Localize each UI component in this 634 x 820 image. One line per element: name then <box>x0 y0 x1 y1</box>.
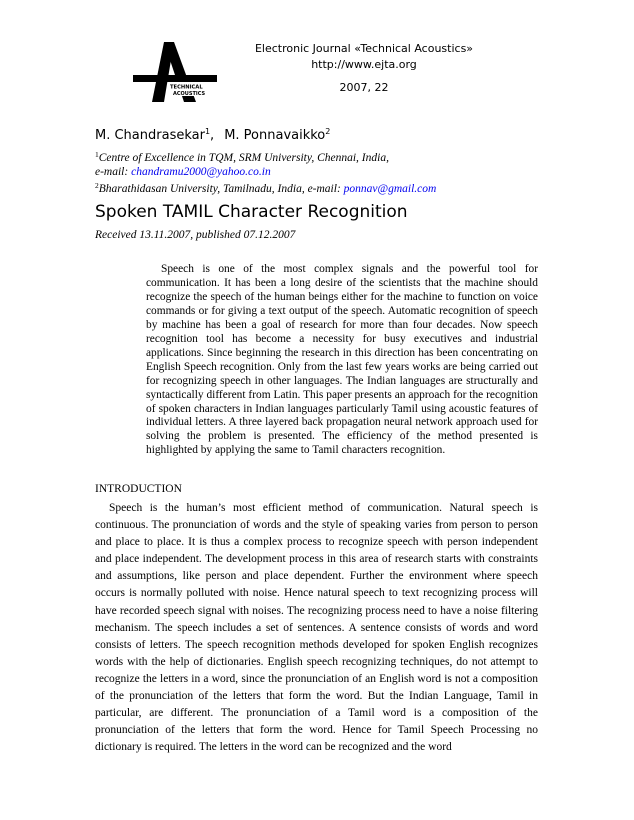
logo-text-technical: TECHNICAL <box>170 84 203 91</box>
affiliation-2 <box>95 179 436 197</box>
journal-name: Electronic Journal «Technical Acoustics» <box>254 42 474 55</box>
author-name: M. Chandrasekar <box>95 128 205 143</box>
author-name: M. Ponnavaikko <box>224 128 326 143</box>
author-affiliation-mark: 2 <box>325 127 331 136</box>
email-link[interactable]: ponnav@gmail.com <box>343 183 437 196</box>
section-heading: INTRODUCTION <box>95 483 182 495</box>
affiliation-text: Bharathidasan University, Tamilnadu, India, e-mail: <box>98 183 344 196</box>
affiliation-1 <box>95 148 436 166</box>
received-dates: Received 13.11.2007, published 07.12.2007 <box>95 229 296 241</box>
author-affiliation-mark: 1 <box>204 127 211 136</box>
journal-logo-icon <box>133 42 219 102</box>
affiliations <box>95 148 436 197</box>
logo-text-acoustics: ACOUSTICS <box>173 91 206 97</box>
affiliation-1-email-line <box>95 166 436 180</box>
journal-issue: 2007, 22 <box>339 81 389 94</box>
journal-url[interactable]: http://www.ejta.org <box>311 58 417 71</box>
affiliation-text: Centre of Excellence in TQM, SRM University, Chennai, India, <box>98 152 389 164</box>
email-label: e-mail: <box>95 165 132 178</box>
affiliation-mark: 2 <box>95 181 99 191</box>
paper-title: Spoken TAMIL Character Recognition <box>95 202 408 222</box>
abstract: Speech is one of the most complex signals and the powerful tool for communication. It has been a long desire of the scientists that the machine should recognize the speech of the human beings either for the machine to function on voice commands or for giving a text output of the speech. Automatic recognition of speech by machine has been a goal of research for more than four decades. Now speech recognition tool has become a necessity for busy executives and industrial applications. Since beginning the research in this direction has been concentrating on English Speech recognition. Only from the last few years works are being carried out for recognizing speech in other languages. The Indian languages are structurally and syntactically different from Latin. This paper presents an approach for the recognition of spoken characters in Indian languages particularly Tamil using acoustic features of individual letters. A three layered back propagation neural network approach used for solving the problem is presented. The efficiency of the method presented is highlighted by applying the same to Tamil characters recognition. <box>146 263 538 457</box>
email-link[interactable]: chandramu2000@yahoo.co.in <box>131 165 271 178</box>
author-list: M. Chandrasekar$^1$, M. Ponnavaikko$^2$ <box>95 127 331 143</box>
journal-header <box>246 41 482 96</box>
affiliation-mark: 1 <box>95 150 99 159</box>
body-paragraph: Speech is the human’s most efficient method of communication. Natural speech is continuous. The pronunciation of words and the style of speaking varies from person to person and place to place. It is thus a complex process to recognize speech with person independent and place independent. The development process in this area of research starts with constraints and assumptions, like person and place dependent. Further the environment where speech occurs is normally polluted with noise. Hence natural speech to text recognizing process will have recorded speech signal with noises. The recognizing process need to have a noise filtering mechanism. The speech includes a set of sentences. A sentence consists of words and word consists of letters. The speech recognition methods developed for spoken English recognizes words with the help of dictionaries. English speech recognizing techniques, do not attempt to recognize the letters in a word, since the pronunciation of an English word is not a composition of the pronunciation of the letters that form the word. But the Indian Language, Tamil in particular, are different. The pronunciation of a Tamil word is a composition of the pronunciation of the letters that form the word. Hence for Tamil Speech Processing no dictionary is required. The letters in the word can be recognized and the word <box>95 502 538 754</box>
